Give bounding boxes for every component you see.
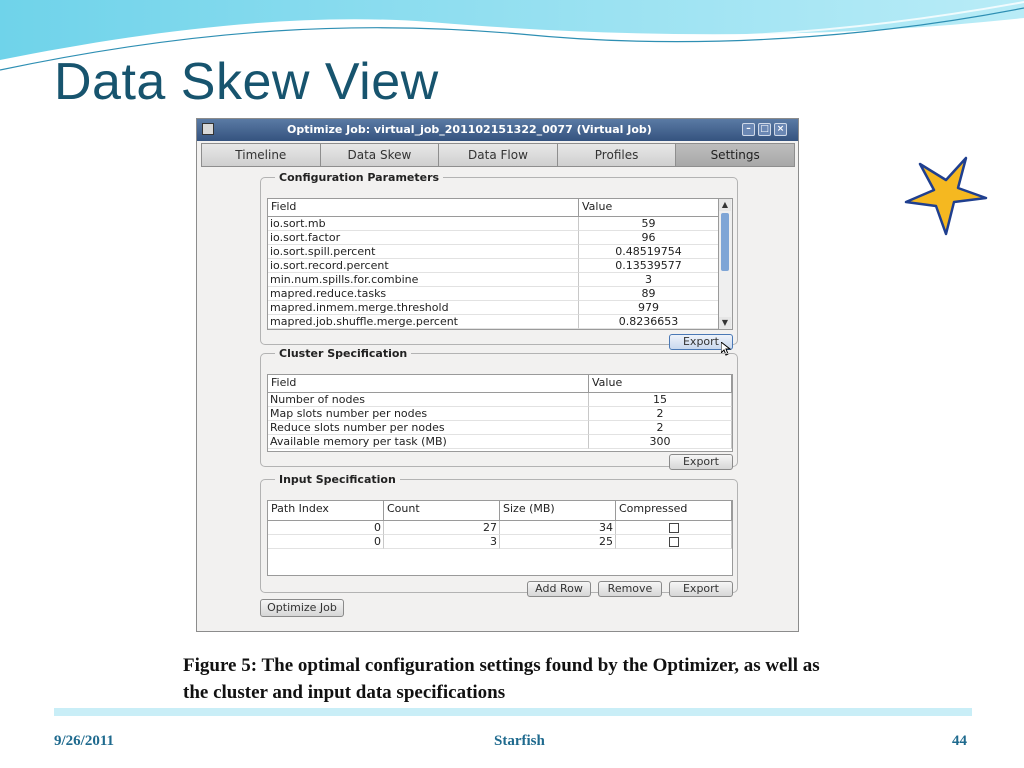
- remove-button[interactable]: Remove: [598, 581, 662, 597]
- table-cell: 27: [384, 521, 500, 535]
- cluster-export-button[interactable]: Export: [669, 454, 733, 470]
- table-cell: Reduce slots number per nodes: [268, 421, 589, 435]
- table-cell: 96: [579, 231, 719, 245]
- table-row[interactable]: [268, 407, 732, 421]
- window-title: Optimize Job: virtual_job_201102151322_0077 (Virtual Job): [287, 123, 652, 136]
- compressed-checkbox[interactable]: [669, 523, 679, 533]
- table-cell: 0: [268, 521, 384, 535]
- table-cell: 59: [579, 217, 719, 231]
- table-row[interactable]: [268, 217, 719, 231]
- column-header-value[interactable]: Value: [589, 375, 732, 392]
- table-row[interactable]: [268, 259, 719, 273]
- table-cell: 300: [589, 435, 732, 449]
- column-header-compressed[interactable]: Compressed: [616, 501, 732, 520]
- column-header-path-index[interactable]: Path Index: [268, 501, 384, 520]
- tab-data-flow[interactable]: Data Flow: [438, 143, 558, 167]
- table-row[interactable]: [268, 273, 719, 287]
- table-cell: mapred.inmem.merge.threshold: [268, 301, 579, 315]
- table-row[interactable]: [268, 301, 719, 315]
- slide-title: Data Skew View: [54, 53, 439, 111]
- table-cell: 0.48519754: [579, 245, 719, 259]
- tab-settings[interactable]: Settings: [675, 143, 795, 167]
- cluster-specification-legend: Cluster Specification: [279, 347, 408, 360]
- compressed-cell: [616, 521, 732, 535]
- table-cell: 979: [579, 301, 719, 315]
- footer-title: Starfish: [494, 733, 545, 749]
- table-row[interactable]: [268, 315, 719, 329]
- input-export-button[interactable]: Export: [669, 581, 733, 597]
- configuration-parameters-legend: Configuration Parameters: [279, 171, 440, 184]
- column-header-value[interactable]: Value: [579, 199, 719, 216]
- configuration-parameters-panel: [260, 171, 738, 348]
- table-cell: 3: [384, 535, 500, 549]
- input-specification-legend: Input Specification: [279, 473, 396, 486]
- table-cell: io.sort.record.percent: [268, 259, 579, 273]
- footer-date: 9/26/2011: [54, 733, 115, 749]
- table-cell: io.sort.spill.percent: [268, 245, 579, 259]
- star-icon: [900, 150, 992, 242]
- table-cell: 89: [579, 287, 719, 301]
- table-cell: io.sort.factor: [268, 231, 579, 245]
- table-row[interactable]: [268, 535, 732, 549]
- table-cell: 3: [579, 273, 719, 287]
- table-cell: io.sort.mb: [268, 217, 579, 231]
- column-header-count[interactable]: Count: [384, 501, 500, 520]
- table-row[interactable]: [268, 245, 719, 259]
- table-cell: 15: [589, 393, 732, 407]
- add-row-button[interactable]: Add Row: [527, 581, 591, 597]
- table-cell: min.num.spills.for.combine: [268, 273, 579, 287]
- table-row[interactable]: [268, 521, 732, 535]
- figure-caption: Figure 5: The optimal configuration settings found by the Optimizer, as well as the cluster and input data specifications: [183, 655, 820, 703]
- footer-page-number: 44: [952, 733, 967, 749]
- input-specification-panel: [260, 473, 738, 593]
- table-row[interactable]: [268, 393, 732, 407]
- optimize-job-window: [196, 118, 799, 632]
- table-cell: 0.13539577: [579, 259, 719, 273]
- column-header-field[interactable]: Field: [268, 199, 579, 216]
- table-cell: 34: [500, 521, 616, 535]
- app-icon: [202, 123, 214, 135]
- scroll-up-icon[interactable]: ▲: [719, 199, 731, 211]
- column-header-field[interactable]: Field: [268, 375, 589, 392]
- cluster-specification-panel: [260, 347, 738, 467]
- cluster-table[interactable]: [267, 374, 733, 452]
- optimize-job-button[interactable]: Optimize Job: [260, 599, 344, 617]
- tab-data-skew[interactable]: Data Skew: [320, 143, 440, 167]
- table-cell: Map slots number per nodes: [268, 407, 589, 421]
- footer-bar: [54, 708, 972, 716]
- compressed-checkbox[interactable]: [669, 537, 679, 547]
- table-cell: 25: [500, 535, 616, 549]
- table-cell: Available memory per task (MB): [268, 435, 589, 449]
- maximize-icon[interactable]: □: [758, 123, 771, 136]
- table-row[interactable]: [268, 231, 719, 245]
- scroll-down-icon[interactable]: ▼: [719, 317, 731, 329]
- config-export-button[interactable]: Export: [669, 334, 733, 350]
- tab-profiles[interactable]: Profiles: [557, 143, 677, 167]
- scrollbar-thumb[interactable]: [721, 213, 729, 271]
- config-scrollbar[interactable]: [718, 199, 732, 329]
- table-cell: mapred.reduce.tasks: [268, 287, 579, 301]
- table-cell: 0: [268, 535, 384, 549]
- input-table[interactable]: [267, 500, 733, 576]
- table-cell: 2: [589, 407, 732, 421]
- table-row[interactable]: [268, 421, 732, 435]
- close-icon[interactable]: ×: [774, 123, 787, 136]
- table-row[interactable]: [268, 287, 719, 301]
- table-cell: mapred.job.shuffle.merge.percent: [268, 315, 579, 329]
- window-titlebar[interactable]: [197, 119, 798, 141]
- table-cell: Number of nodes: [268, 393, 589, 407]
- tab-timeline[interactable]: Timeline: [201, 143, 321, 167]
- table-row[interactable]: [268, 435, 732, 449]
- table-cell: 0.8236653: [579, 315, 719, 329]
- compressed-cell: [616, 535, 732, 549]
- tab-bar: [201, 143, 794, 167]
- column-header-size[interactable]: Size (MB): [500, 501, 616, 520]
- minimize-icon[interactable]: –: [742, 123, 755, 136]
- configuration-table[interactable]: [267, 198, 733, 330]
- table-cell: 2: [589, 421, 732, 435]
